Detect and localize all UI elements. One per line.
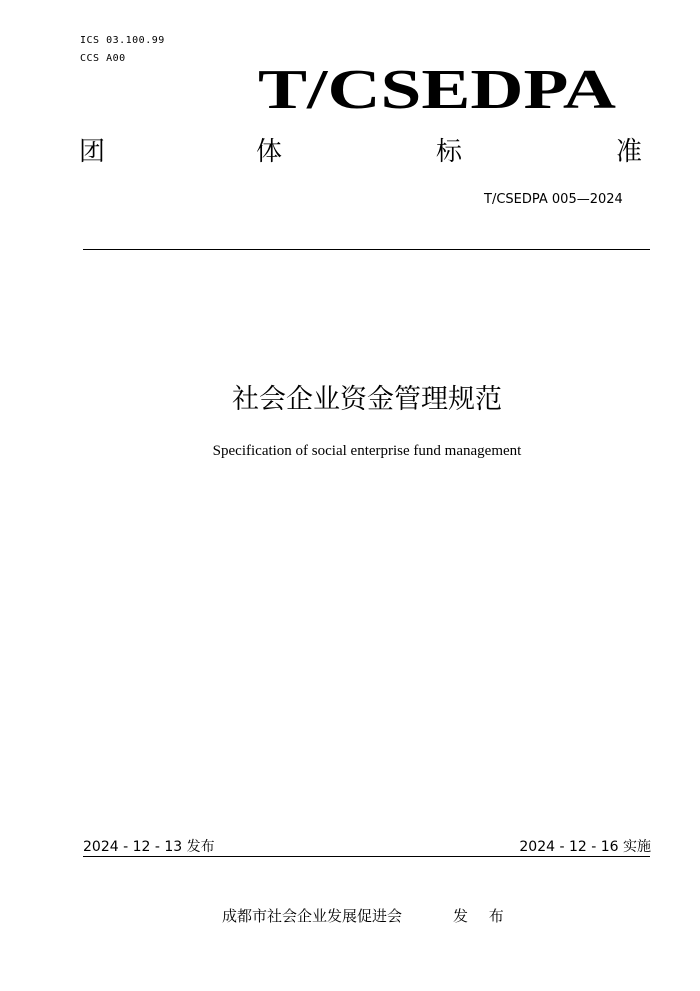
- standard-number: T/CSEDPA 005—2024: [484, 192, 623, 207]
- document-title-chinese: 社会企业资金管理规范: [232, 384, 502, 415]
- ics-code: ICS 03.100.99: [80, 35, 165, 46]
- implement-date: 2024 - 12 - 16 实施: [519, 839, 651, 855]
- standard-type-char-4: 准: [616, 137, 643, 167]
- header-divider: [83, 249, 650, 250]
- issue-label: 发 布: [453, 907, 512, 925]
- publish-date: 2024 - 12 - 13 发布: [83, 839, 215, 855]
- document-title-english: Specification of social enterprise fund management: [212, 443, 522, 459]
- footer-divider: [83, 856, 650, 857]
- logo-text: T/CSEDPA: [258, 59, 617, 118]
- organization-logo: [258, 56, 618, 118]
- standard-type-char-1: 团: [79, 137, 106, 167]
- issuer-name: 成都市社会企业发展促进会: [222, 907, 403, 925]
- ccs-code: CCS A00: [80, 53, 126, 64]
- standard-type-char-2: 体: [256, 137, 283, 167]
- standard-type-char-3: 标: [436, 137, 463, 167]
